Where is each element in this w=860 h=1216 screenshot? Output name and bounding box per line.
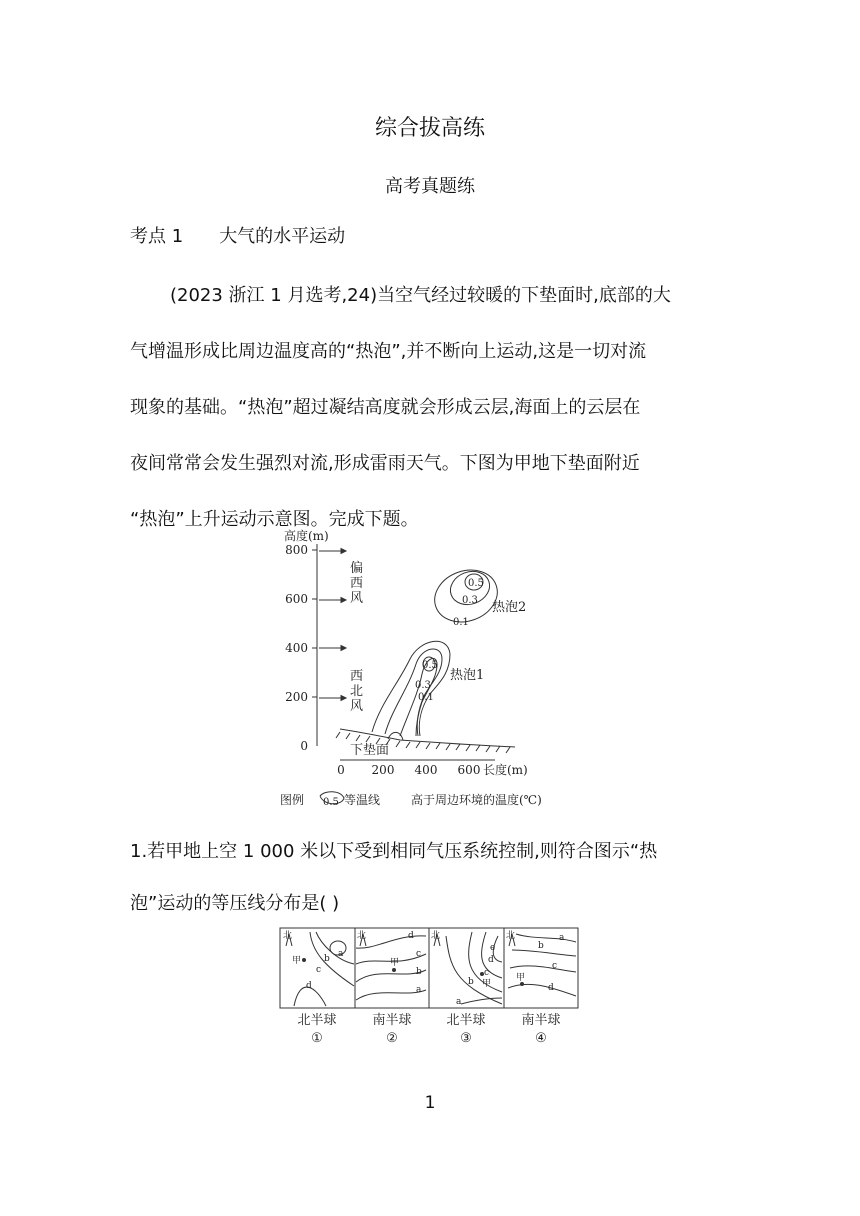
- place-label: 甲: [516, 973, 526, 983]
- intro-line: “热泡”上升运动示意图。完成下题。: [130, 509, 419, 530]
- option-number: ④: [535, 1031, 547, 1046]
- isobar-letter: c: [552, 961, 558, 971]
- y-tick-label: 200: [285, 690, 308, 704]
- place-label: 甲: [390, 958, 400, 968]
- place-label: 甲: [292, 956, 302, 966]
- y-tick-label: 0: [300, 739, 308, 753]
- intro-line: (2023 浙江 1 月选考,24)当空气经过较暖的下垫面时,底部的大: [170, 285, 671, 306]
- isobar-letter: c: [416, 949, 422, 959]
- isobar-letter: b: [324, 954, 330, 964]
- hemisphere-label: 南半球: [521, 1013, 561, 1028]
- question-1: [130, 826, 657, 930]
- isotherm-label: 0.5: [468, 578, 484, 589]
- isotherm-label: 0.5: [422, 660, 438, 671]
- option-number: ②: [386, 1031, 398, 1046]
- y-tick-label: 600: [285, 592, 308, 606]
- legend-prefix: 图例: [280, 793, 305, 807]
- isotherm-label: 0.3: [415, 680, 431, 691]
- isotherm-label: 0.1: [418, 692, 434, 703]
- legend-sample-value: 0.5: [323, 797, 339, 808]
- isobar-letter: b: [416, 967, 422, 977]
- isobar-letter: a: [559, 933, 565, 943]
- intro-paragraph: [130, 268, 730, 548]
- question-line: 泡”运动的等压线分布是( ): [130, 893, 340, 914]
- bubble2-label: 热泡2: [492, 600, 527, 615]
- wind-char: 西: [350, 669, 364, 684]
- north-arrow-icon: [506, 929, 515, 946]
- intro-line: 现象的基础。“热泡”超过凝结高度就会形成云层,海面上的云层在: [130, 397, 641, 418]
- x-axis-ticks: [337, 763, 480, 777]
- x-tick-label: 200: [371, 763, 395, 777]
- page-title: 综合拔高练: [374, 116, 485, 141]
- north-label: 北: [357, 931, 367, 941]
- wind-char: 北: [350, 684, 364, 699]
- isobar-options-figure: [276, 926, 582, 1048]
- y-tick-label: 400: [285, 641, 308, 655]
- bubble1-isotherms: [372, 641, 450, 740]
- isobar-letter: c: [484, 968, 490, 978]
- wind-char: 偏: [350, 561, 364, 576]
- x-axis-title: 长度(m): [483, 763, 528, 777]
- section-label: 大气的水平运动: [219, 226, 346, 247]
- lower-wind-label: [350, 669, 363, 714]
- isotherm-label: 0.3: [462, 595, 478, 606]
- x-tick-label: 400: [414, 763, 438, 777]
- hemisphere-label: 南半球: [372, 1013, 412, 1028]
- question-line: 1.若甲地上空 1 000 米以下受到相同气压系统控制,则符合图示“热: [130, 841, 658, 862]
- hemisphere-label: 北半球: [446, 1013, 486, 1028]
- y-tick-label: 800: [285, 543, 308, 557]
- isobar-letter: d: [408, 931, 414, 941]
- option-panel-1: [283, 929, 354, 1006]
- isobar-letter: c: [316, 965, 322, 975]
- isobar-letter: e: [490, 943, 496, 953]
- isobar-letter: b: [468, 977, 474, 987]
- y-axis-ticks: [285, 543, 308, 753]
- north-arrow-icon: [357, 929, 366, 946]
- isotherm-label: 0.1: [453, 617, 469, 628]
- bubble1-label: 热泡1: [450, 668, 485, 683]
- thermal-bubble-figure: [270, 524, 590, 814]
- isobar-letter: b: [538, 941, 544, 951]
- intro-line: 夜间常常会发生强烈对流,形成雷雨天气。下图为甲地下垫面附近: [130, 453, 640, 474]
- place-label: 甲: [482, 979, 492, 989]
- isobar-letter: a: [338, 949, 344, 959]
- isobar-letter: a: [416, 985, 422, 995]
- legend-isotherm: 等温线: [344, 793, 381, 807]
- isobar-letter: d: [548, 983, 554, 993]
- x-tick-label: 0: [337, 763, 345, 777]
- north-label: 北: [431, 931, 441, 941]
- wind-arrows: [319, 549, 346, 701]
- wind-char: 风: [350, 699, 364, 714]
- north-label: 北: [283, 931, 293, 941]
- option-number: ③: [460, 1031, 472, 1046]
- option-panel-4: [506, 929, 576, 996]
- page-subtitle: 高考真题练: [385, 176, 475, 197]
- intro-line: 气增温形成比周边温度高的“热泡”,并不断向上运动,这是一切对流: [130, 341, 647, 362]
- isobar-letter: d: [488, 955, 494, 965]
- upper-wind-label: [350, 560, 363, 606]
- y-tick-marks: [312, 550, 317, 697]
- wind-char: 西: [350, 576, 364, 591]
- legend-meaning: 高于周边环境的温度(℃): [411, 793, 542, 807]
- y-axis-title: 高度(m): [284, 529, 329, 543]
- option-panel-3: [431, 929, 502, 1007]
- x-tick-label: 600: [457, 763, 481, 777]
- section-number: 考点 1: [130, 226, 184, 247]
- option-number: ①: [311, 1031, 323, 1046]
- section-heading: [130, 222, 345, 248]
- surface-label: 下垫面: [350, 743, 390, 758]
- option-panel-2: [356, 929, 426, 1000]
- page-number: 1: [424, 1093, 436, 1113]
- wind-char: 风: [350, 591, 364, 606]
- hemisphere-label: 北半球: [297, 1013, 337, 1028]
- isobar-letter: a: [456, 997, 462, 1007]
- north-label: 北: [506, 931, 516, 941]
- north-arrow-icon: [431, 929, 440, 946]
- isobar-letter: d: [306, 981, 312, 991]
- north-arrow-icon: [283, 929, 292, 946]
